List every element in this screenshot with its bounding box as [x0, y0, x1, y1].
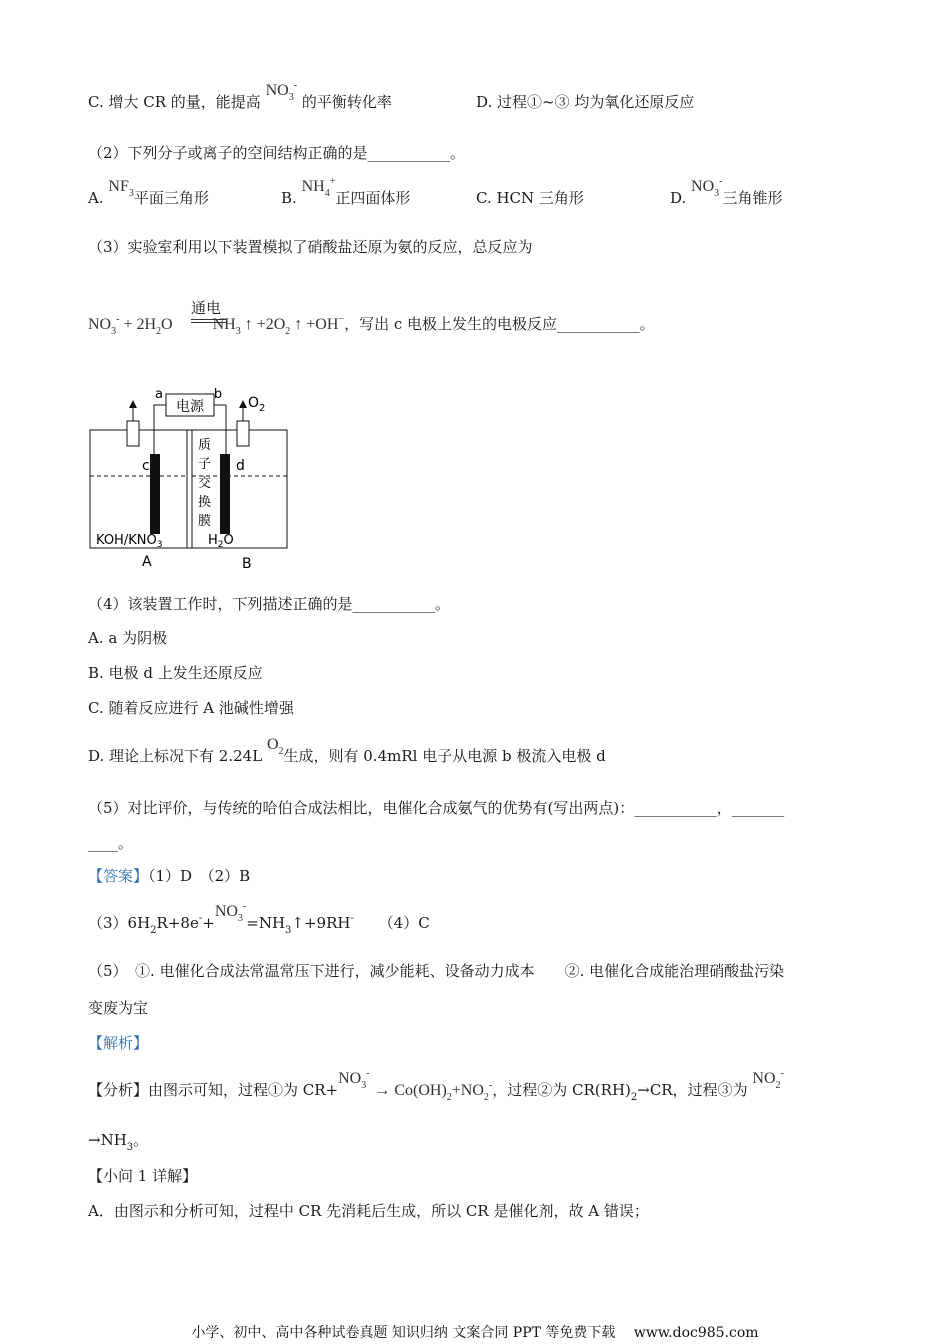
answer-line-q3: $(3)6H_2R+8e^-+NO_3^-=NH_3↑+9RH^-$ （4）C: [88, 901, 430, 936]
q1-c-formula: $NO_3^-$: [265, 80, 298, 103]
pool-a-label: A: [142, 554, 152, 570]
q3-stem: （3）实验室利用以下装置模拟了硝酸盐还原为氨的反应，总反应为: [88, 238, 533, 256]
q2-option-c: C. HCN 三角形: [476, 189, 584, 207]
analysis-subtitle: 【小问 1 详解】: [88, 1167, 198, 1185]
q1-option-c-tail: 的平衡转化率: [301, 93, 392, 111]
tank: [90, 430, 287, 548]
q5-stem-cont: ____。: [88, 834, 134, 852]
oxygen-label: $O_2$: [248, 395, 266, 414]
electrode-c-label: c: [142, 458, 150, 474]
electrolysis-apparatus-diagram: [84, 384, 304, 576]
analysis-tag: 【解析】: [88, 1034, 149, 1052]
electrode-d-label: d: [236, 458, 245, 474]
membrane-char-3: 交: [198, 476, 212, 491]
answer-q5-line2: 变废为宝: [88, 999, 149, 1017]
q1-option-c: C. 增大 CR 的量，能提高: [88, 93, 261, 111]
analysis-intro: 【分析】由图示可知，过程①为 $CR+NO_3^- \to Co(OH)_2+NO_2^-$，过程②为 $CR(RH)_2\to CR$，过程③为 $NO_2^-$: [88, 1068, 784, 1103]
right-solution-label: $H_2O$: [208, 533, 234, 550]
q4-stem: （4）该装置工作时，下列描述正确的是___________。: [88, 595, 451, 613]
membrane-char-2: 子: [198, 457, 212, 472]
q3-equation: $NO_3^- + 2H_2O$ $NH_3$ ↑ $+2O_2$ ↑ +OH−，写出 c 电极上发生的电极反应___________。: [88, 314, 655, 337]
answer-line-1: 【答案】（1）D （2）B: [88, 867, 251, 885]
membrane-char-5: 膜: [198, 514, 212, 529]
answer-q5-line1: （5） ①. 电催化合成法常温常压下进行，减少能耗、设备动力成本 ②. 电催化合成能治理硝酸盐污染: [88, 962, 785, 980]
gas-arrow-left: [129, 400, 137, 408]
q3-eq-condition: 通电: [191, 299, 222, 317]
q2-option-b: B. $NH_4^+$正四面体形: [281, 176, 411, 207]
q4-option-b: B. 电极 d 上发生还原反应: [88, 664, 263, 682]
gas-arrow-right: [239, 400, 247, 408]
membrane-char-4: 换: [198, 495, 212, 510]
analysis-detail-a: A．由图示和分析可知，过程中 CR 先消耗后生成，所以 CR 是催化剂，故 A 错误；: [88, 1202, 649, 1220]
terminal-b-label: b: [213, 387, 223, 402]
q4-option-c: C. 随着反应进行 A 池碱性增强: [88, 699, 294, 717]
q4-option-a: A. a 为阴极: [88, 629, 168, 647]
pool-b-label: B: [242, 556, 252, 572]
electrode-c: [150, 454, 160, 534]
q4-option-d: D. 理论上标况下有 2.24L $O_2$生成，则有 0.4mRl 电子从电源 b 极流入电极 d: [88, 736, 606, 765]
q2-stem: （2）下列分子或离子的空间结构正确的是___________。: [88, 144, 466, 162]
electrode-d: [220, 454, 230, 534]
gas-tube-right: [237, 421, 249, 446]
page-footer: 小学、初中、高中各种试卷真题 知识归纳 文案合同 PPT 等免费下载 www.doc985.com: [191, 1325, 759, 1341]
power-source-label: 电源: [176, 399, 204, 415]
q2-option-d: D. $NO_3^-$三角锥形: [670, 176, 783, 207]
q2-option-a: A. $NF_3$平面三角形: [88, 178, 209, 207]
analysis-intro-cont: $\to NH_3$。: [88, 1131, 149, 1153]
membrane-char-1: 质: [198, 438, 212, 453]
gas-tube-left: [127, 421, 139, 446]
q5-stem: （5）对比评价，与传统的哈伯合成法相比，电催化合成氨气的优势有(写出两点)：___________，_______: [88, 799, 785, 817]
answer-tag: 【答案】: [88, 867, 149, 885]
left-solution-label: KOH/$KNO_3$: [96, 533, 163, 550]
q1-line: [88, 80, 392, 115]
q1-option-d: D. 过程①~③ 均为氧化还原反应: [476, 93, 695, 111]
terminal-a-label: a: [155, 387, 163, 402]
